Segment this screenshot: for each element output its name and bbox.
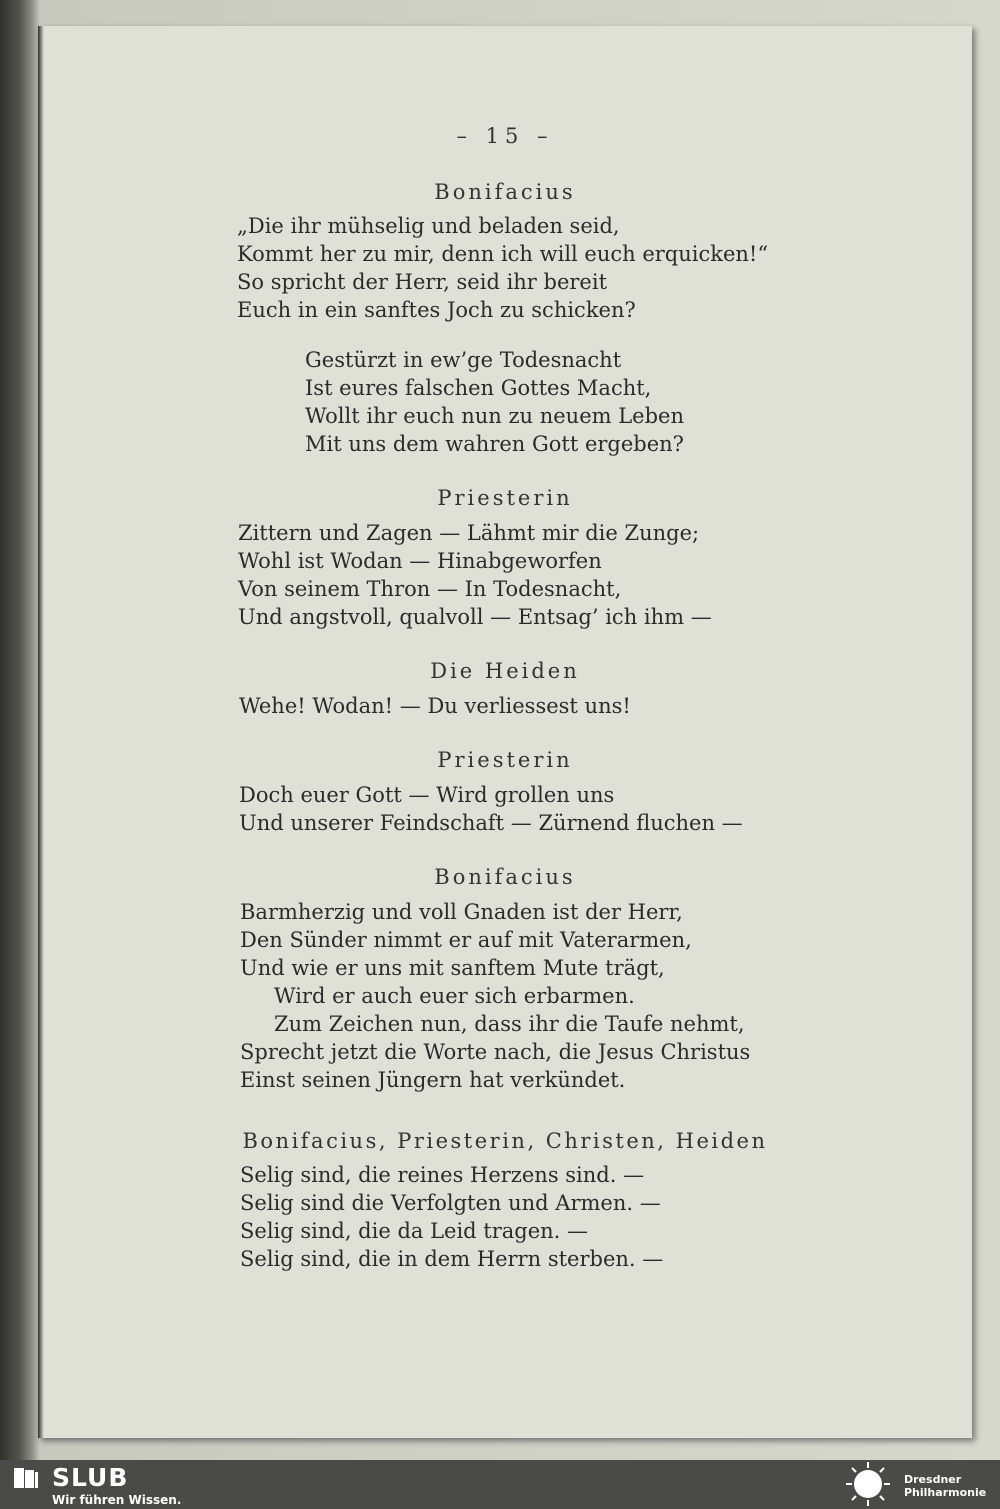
verse-line: Euch in ein sanftes Joch zu schicken? (237, 298, 636, 322)
verse-line: Doch euer Gott — Wird grollen uns (239, 783, 615, 807)
footer-bar (0, 1460, 1000, 1509)
slub-name[interactable]: SLUB (52, 1463, 129, 1492)
verse-line: Wird er auch euer sich erbarmen. (274, 984, 635, 1008)
verse-line: Mit uns dem wahren Gott ergeben? (305, 432, 684, 456)
philharmonie-name[interactable] (904, 1473, 986, 1499)
speaker-heading: Bonifacius, Priesterin, Christen, Heiden (242, 1129, 768, 1153)
verse-line: Den Sünder nimmt er auf mit Vaterarmen, (240, 928, 692, 952)
verse-line: Zittern und Zagen — Lähmt mir die Zunge; (238, 521, 700, 545)
verse-line: Wohl ist Wodan — Hinabgeworfen (238, 549, 602, 573)
verse-line: Und wie er uns mit sanftem Mute trägt, (240, 956, 665, 980)
speaker-heading: Die Heiden (430, 659, 580, 683)
speaker-heading: Priesterin (437, 486, 573, 510)
verse-line: Wehe! Wodan! — Du verliessest uns! (239, 694, 631, 718)
document-page (38, 26, 972, 1438)
speaker-heading: Bonifacius (434, 180, 576, 204)
verse-line: Einst seinen Jüngern hat verkündet. (240, 1068, 626, 1092)
verse-line: Und angstvoll, qualvoll — Entsag’ ich ihm — (238, 605, 712, 629)
verse-line: Selig sind, die da Leid tragen. — (240, 1219, 589, 1243)
verse-line: Wollt ihr euch nun zu neuem Leben (305, 404, 684, 428)
verse-line: „Die ihr mühselig und beladen seid, (237, 214, 620, 238)
verse-line: Sprecht jetzt die Worte nach, die Jesus Christus (240, 1040, 751, 1064)
verse-line: Von seinem Thron — In Todesnacht, (238, 577, 622, 601)
slub-logo-icon[interactable] (12, 1466, 40, 1492)
verse-line: Und unserer Feindschaft — Zürnend fluchen — (239, 811, 743, 835)
verse-line: Selig sind, die in dem Herrn sterben. — (240, 1247, 664, 1271)
philharmonie-logo-icon[interactable] (842, 1460, 894, 1509)
slub-tagline: Wir führen Wissen. (52, 1493, 182, 1507)
philharmonie-name-line2: Philharmonie (904, 1486, 987, 1499)
verse-line: So spricht der Herr, seid ihr bereit (237, 270, 608, 294)
philharmonie-name-line1: Dresdner (904, 1473, 962, 1486)
verse-line: Zum Zeichen nun, dass ihr die Taufe nehmt, (274, 1012, 745, 1036)
verse-line: Ist eures falschen Gottes Macht, (305, 376, 652, 400)
verse-line: Gestürzt in ew’ge Todesnacht (305, 348, 622, 372)
verse-line: Kommt her zu mir, denn ich will euch erquicken!“ (237, 242, 769, 266)
speaker-heading: Bonifacius (434, 865, 576, 889)
page-number: – 15 – (456, 124, 554, 148)
verse-line: Selig sind, die reines Herzens sind. — (240, 1163, 645, 1187)
speaker-heading: Priesterin (437, 748, 573, 772)
verse-line: Selig sind die Verfolgten und Armen. — (240, 1191, 661, 1215)
verse-line: Barmherzig und voll Gnaden ist der Herr, (240, 900, 683, 924)
